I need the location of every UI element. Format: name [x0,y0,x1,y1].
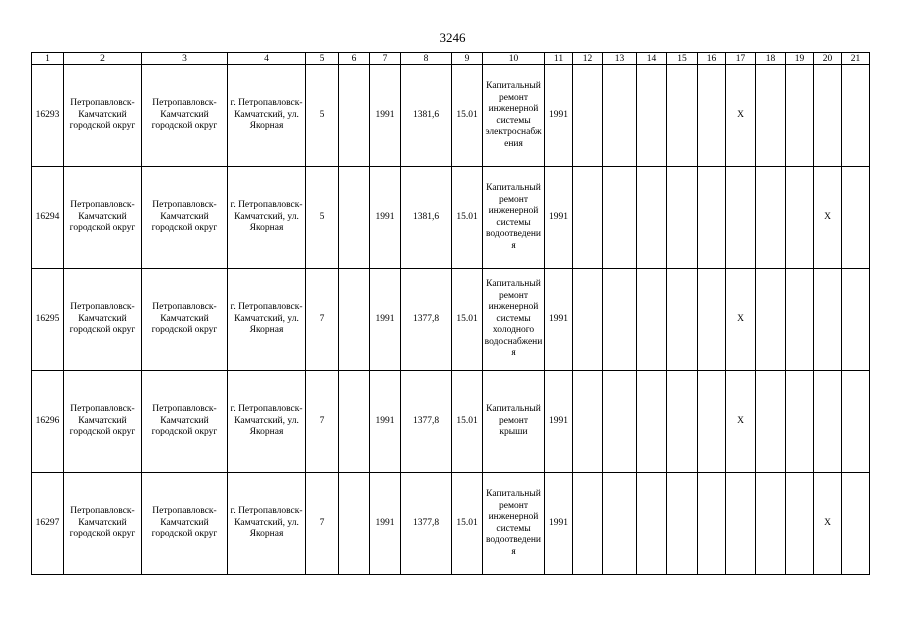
work-type-cell: Капитальный ремонт крыши [483,371,545,473]
column-20-cell: X [814,473,842,575]
column-17-cell [726,167,756,269]
address-cell: г. Петропавловск-Камчатский, ул. Якорная [228,65,306,167]
area-cell: 1381,6 [401,167,452,269]
column-14-cell [637,167,667,269]
municipality-cell: Петропавловск-Камчатский городской округ [64,167,142,269]
work-type-cell: Капитальный ремонт инженерной системы водоотведения [483,167,545,269]
register-table [31,52,870,575]
column-number-14: 14 [637,53,667,65]
column-13-cell [603,269,637,371]
column-number-7: 7 [370,53,401,65]
address-cell: г. Петропавловск-Камчатский, ул. Якорная [228,371,306,473]
column-number-19: 19 [786,53,814,65]
column-18-cell [756,269,786,371]
column-13-cell [603,65,637,167]
build-year-cell: 1991 [370,269,401,371]
municipality-cell: Петропавловск-Камчатский городской округ [64,269,142,371]
column-13-cell [603,371,637,473]
settlement-cell: Петропавловск-Камчатский городской округ [142,167,228,269]
column-number-4: 4 [228,53,306,65]
column-number-1: 1 [32,53,64,65]
column-19-cell [786,371,814,473]
record-id-cell: 16297 [32,473,64,575]
column-21-cell [842,269,870,371]
column-21-cell [842,473,870,575]
address-cell: г. Петропавловск-Камчатский, ул. Якорная [228,167,306,269]
column-15-cell [667,167,698,269]
column-17-cell [726,473,756,575]
column-number-20: 20 [814,53,842,65]
column-21-cell [842,167,870,269]
column-16-cell [698,473,726,575]
area-cell: 1381,6 [401,65,452,167]
settlement-cell: Петропавловск-Камчатский городской округ [142,269,228,371]
column-13-cell [603,167,637,269]
address-cell: г. Петропавловск-Камчатский, ул. Якорная [228,269,306,371]
municipality-cell: Петропавловск-Камчатский городской округ [64,371,142,473]
column-18-cell [756,65,786,167]
column-number-5: 5 [306,53,339,65]
column-number-21: 21 [842,53,870,65]
column-16-cell [698,65,726,167]
column-21-cell [842,65,870,167]
column-21-cell [842,371,870,473]
work-type-cell: Капитальный ремонт инженерной системы электроснабжения [483,65,545,167]
column-number-11: 11 [545,53,573,65]
house-number-cell: 7 [306,473,339,575]
column-12-cell [573,371,603,473]
column-19-cell [786,167,814,269]
column-11-value-cell: 1991 [545,473,573,575]
column-18-cell [756,473,786,575]
column-number-6: 6 [339,53,370,65]
column-11-value-cell: 1991 [545,65,573,167]
column-19-cell [786,473,814,575]
column-12-cell [573,473,603,575]
column-11-value-cell: 1991 [545,167,573,269]
column-6-value-cell [339,371,370,473]
column-9-value-cell: 15.01 [452,65,483,167]
house-number-cell: 7 [306,269,339,371]
column-16-cell [698,269,726,371]
record-id-cell: 16295 [32,269,64,371]
record-id-cell: 16293 [32,65,64,167]
column-number-row [32,53,870,65]
municipality-cell: Петропавловск-Камчатский городской округ [64,65,142,167]
column-17-cell: X [726,65,756,167]
house-number-cell: 5 [306,65,339,167]
address-cell: г. Петропавловск-Камчатский, ул. Якорная [228,473,306,575]
column-14-cell [637,371,667,473]
record-id-cell: 16296 [32,371,64,473]
column-20-cell [814,371,842,473]
column-20-cell [814,269,842,371]
column-14-cell [637,473,667,575]
record-id-cell: 16294 [32,167,64,269]
build-year-cell: 1991 [370,167,401,269]
column-18-cell [756,167,786,269]
area-cell: 1377,8 [401,371,452,473]
column-number-18: 18 [756,53,786,65]
column-17-cell: X [726,371,756,473]
column-16-cell [698,371,726,473]
column-number-10: 10 [483,53,545,65]
house-number-cell: 7 [306,371,339,473]
column-19-cell [786,65,814,167]
settlement-cell: Петропавловск-Камчатский городской округ [142,65,228,167]
table-row [32,473,870,575]
column-19-cell [786,269,814,371]
column-number-12: 12 [573,53,603,65]
column-20-cell: X [814,167,842,269]
column-number-17: 17 [726,53,756,65]
column-number-16: 16 [698,53,726,65]
work-type-cell: Капитальный ремонт инженерной системы холодного водоснабжения [483,269,545,371]
column-9-value-cell: 15.01 [452,473,483,575]
column-12-cell [573,167,603,269]
column-15-cell [667,65,698,167]
column-number-3: 3 [142,53,228,65]
column-number-13: 13 [603,53,637,65]
table-row [32,167,870,269]
column-15-cell [667,371,698,473]
column-9-value-cell: 15.01 [452,371,483,473]
column-6-value-cell [339,167,370,269]
column-9-value-cell: 15.01 [452,269,483,371]
table-row [32,371,870,473]
column-20-cell [814,65,842,167]
column-6-value-cell [339,269,370,371]
column-6-value-cell [339,65,370,167]
column-number-8: 8 [401,53,452,65]
column-12-cell [573,65,603,167]
work-type-cell: Капитальный ремонт инженерной системы водоотведения [483,473,545,575]
build-year-cell: 1991 [370,65,401,167]
column-12-cell [573,269,603,371]
column-14-cell [637,269,667,371]
build-year-cell: 1991 [370,371,401,473]
column-number-2: 2 [64,53,142,65]
area-cell: 1377,8 [401,473,452,575]
column-16-cell [698,167,726,269]
page-number: 3246 [439,30,466,45]
table-row [32,65,870,167]
column-13-cell [603,473,637,575]
column-number-15: 15 [667,53,698,65]
column-15-cell [667,269,698,371]
column-6-value-cell [339,473,370,575]
settlement-cell: Петропавловск-Камчатский городской округ [142,473,228,575]
column-18-cell [756,371,786,473]
column-15-cell [667,473,698,575]
build-year-cell: 1991 [370,473,401,575]
municipality-cell: Петропавловск-Камчатский городской округ [64,473,142,575]
column-number-9: 9 [452,53,483,65]
column-11-value-cell: 1991 [545,269,573,371]
settlement-cell: Петропавловск-Камчатский городской округ [142,371,228,473]
column-11-value-cell: 1991 [545,371,573,473]
column-9-value-cell: 15.01 [452,167,483,269]
table-row [32,269,870,371]
column-14-cell [637,65,667,167]
column-17-cell: X [726,269,756,371]
area-cell: 1377,8 [401,269,452,371]
house-number-cell: 5 [306,167,339,269]
